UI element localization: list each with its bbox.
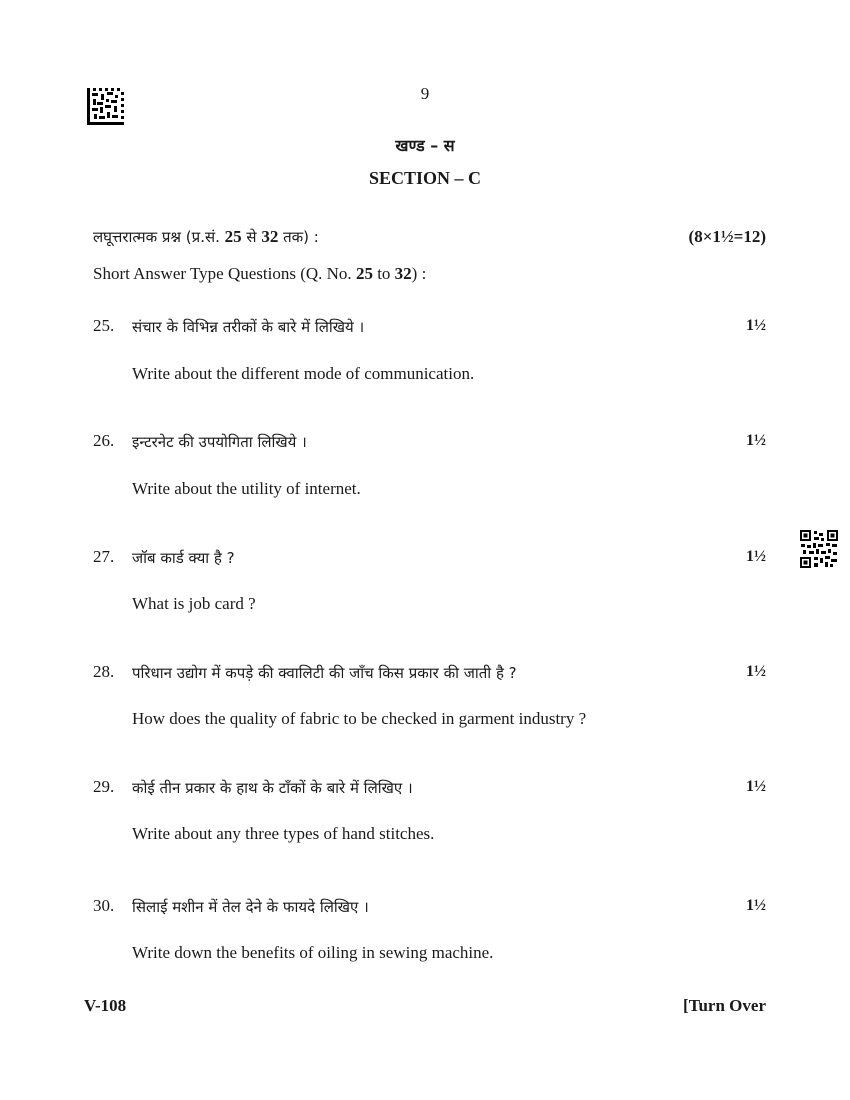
- qr-code-icon: [800, 530, 838, 568]
- question-number: 29.: [93, 777, 115, 796]
- question-number: 27.: [93, 547, 115, 566]
- question-text-english: How does the quality of fabric to be checked in garment industry ?: [132, 709, 587, 728]
- question-text-english: Write down the benefits of oiling in sewing machine.: [132, 943, 494, 962]
- question-text-hindi: संचार के विभिन्न तरीकों के बारे में लिखिये ।: [132, 318, 365, 336]
- question-text-english: What is job card ?: [132, 594, 256, 613]
- question-number: 30.: [93, 896, 115, 915]
- page-number: 9: [420, 84, 430, 103]
- question-marks: 1½: [746, 897, 766, 914]
- question-text-english: Write about the utility of internet.: [132, 479, 361, 498]
- instruction-english: Short Answer Type Questions (Q. No. 25 to 32) :: [93, 264, 427, 283]
- question-text-hindi: सिलाई मशीन में तेल देने के फायदे लिखिए ।: [132, 898, 369, 916]
- question-marks: 1½: [746, 432, 766, 449]
- question-number: 25.: [93, 316, 115, 335]
- turn-over-note: [Turn Over: [683, 996, 766, 1015]
- instruction-hindi: लघूत्तरात्मक प्रश्न (प्र.सं. 25 से 32 तक) :: [93, 227, 319, 246]
- question-text-hindi: जॉब कार्ड क्या है ?: [132, 549, 235, 567]
- question-number: 26.: [93, 431, 115, 450]
- question-marks: 1½: [746, 663, 766, 680]
- question-text-hindi: कोई तीन प्रकार के हाथ के टाँकों के बारे में लिखिए ।: [132, 779, 413, 797]
- question-text-hindi: परिधान उद्योग में कपड़े की क्वालिटी की जाँच किस प्रकार की जाती है ?: [132, 664, 517, 682]
- section-title-hindi: खण्ड – स: [395, 136, 455, 155]
- question-number: 28.: [93, 662, 115, 681]
- question-marks: 1½: [746, 317, 766, 334]
- question-marks: 1½: [746, 778, 766, 795]
- section-title-english: SECTION – C: [368, 168, 482, 188]
- total-marks: (8×1½=12): [688, 227, 766, 246]
- question-text-english: Write about the different mode of communication.: [132, 364, 475, 383]
- question-text-hindi: इन्टरनेट की उपयोगिता लिखिये ।: [132, 433, 307, 451]
- paper-code: V-108: [84, 996, 127, 1015]
- question-text-english: Write about any three types of hand stitches.: [132, 824, 435, 843]
- question-marks: 1½: [746, 548, 766, 565]
